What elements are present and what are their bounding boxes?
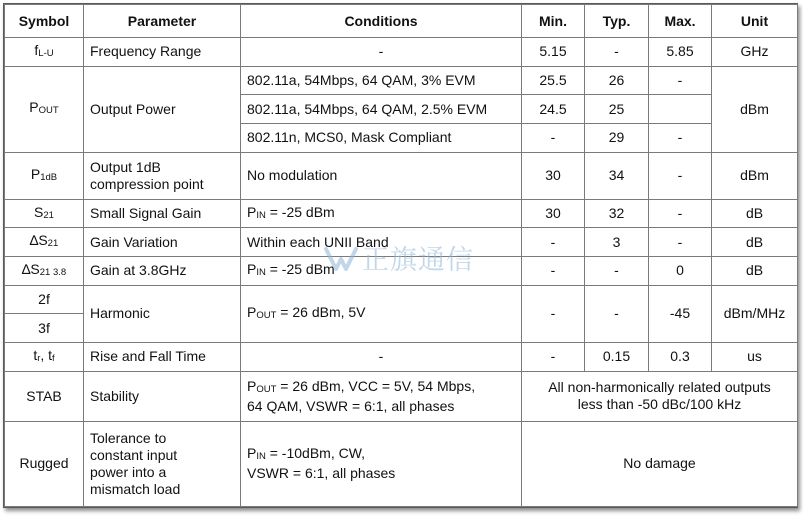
max-cell: 5.85 [649, 38, 712, 67]
table-row [5, 152, 798, 199]
unit-cell: dB [712, 228, 798, 257]
typ-cell: - [585, 257, 649, 286]
header-conditions: Conditions [241, 5, 522, 38]
min-cell: 25.5 [522, 66, 585, 95]
unit-cell: us [712, 343, 798, 372]
header-row [5, 5, 798, 38]
conditions-cell: No modulation [241, 152, 522, 199]
symbol-cell: P1dB [5, 152, 84, 199]
symbol-cell: POUT [5, 66, 84, 152]
parameter-cell: Rise and Fall Time [84, 343, 241, 372]
watermark-text: 正旗通信 [362, 245, 474, 276]
min-cell: - [522, 257, 585, 286]
header-symbol: Symbol [5, 5, 84, 38]
table-row [5, 38, 798, 67]
typ-cell: 26 [585, 66, 649, 95]
table-row [5, 66, 798, 95]
symbol-cell: 2f [5, 285, 84, 314]
min-cell: 24.5 [522, 95, 585, 124]
typ-cell: - [585, 38, 649, 67]
max-cell: - [649, 66, 712, 95]
max-cell [649, 95, 712, 124]
unit-cell: GHz [712, 38, 798, 67]
typ-cell: 34 [585, 152, 649, 199]
max-cell: 0 [649, 257, 712, 286]
result-cell: No damage [522, 421, 798, 506]
table-row [5, 421, 798, 506]
conditions-cell: 802.11n, MCS0, Mask Compliant [241, 124, 522, 153]
conditions-cell: - [241, 38, 522, 67]
symbol-cell: tr, tf [5, 343, 84, 372]
parameter-cell: Output 1dB compression point [84, 152, 241, 199]
table-row [5, 257, 798, 286]
parameter-cell: Stability [84, 371, 241, 421]
table-row [5, 371, 798, 421]
spec-table-frame [3, 3, 798, 508]
unit-cell: dBm/MHz [712, 285, 798, 342]
header-unit: Unit [712, 5, 798, 38]
symbol-cell: ∆S21 3.8 [5, 257, 84, 286]
max-cell: - [649, 228, 712, 257]
typ-cell: 29 [585, 124, 649, 153]
unit-cell: dB [712, 199, 798, 228]
min-cell: 5.15 [522, 38, 585, 67]
max-cell: - [649, 124, 712, 153]
result-cell: All non-harmonically related outputs less than -50 dBc/100 kHz [522, 371, 798, 421]
min-cell: 30 [522, 152, 585, 199]
symbol-cell: STAB [5, 371, 84, 421]
typ-cell: - [585, 285, 649, 342]
conditions-cell: POUT = 26 dBm, 5V [241, 285, 522, 342]
conditions-cell: POUT = 26 dBm, VCC = 5V, 54 Mbps, 64 QAM, VSWR = 6:1, all phases [241, 371, 522, 421]
typ-cell: 25 [585, 95, 649, 124]
table-row [5, 228, 798, 257]
unit-cell: dBm [712, 66, 798, 152]
header-max: Max. [649, 5, 712, 38]
header-typ: Typ. [585, 5, 649, 38]
min-cell: - [522, 285, 585, 342]
table-row [5, 343, 798, 372]
parameter-cell: Gain Variation [84, 228, 241, 257]
max-cell: -45 [649, 285, 712, 342]
typ-cell: 32 [585, 199, 649, 228]
conditions-cell: 802.11a, 54Mbps, 64 QAM, 3% EVM [241, 66, 522, 95]
parameter-cell: Gain at 3.8GHz [84, 257, 241, 286]
max-cell: - [649, 152, 712, 199]
conditions-cell: Within each UNII Band [241, 228, 522, 257]
table-row [5, 285, 798, 314]
typ-cell: 0.15 [585, 343, 649, 372]
min-cell: - [522, 228, 585, 257]
header-parameter: Parameter [84, 5, 241, 38]
symbol-cell: S21 [5, 199, 84, 228]
symbol-cell: fL-U [5, 38, 84, 67]
unit-cell: dBm [712, 152, 798, 199]
min-cell: - [522, 343, 585, 372]
max-cell: - [649, 199, 712, 228]
max-cell: 0.3 [649, 343, 712, 372]
symbol-cell: 3f [5, 314, 84, 343]
conditions-cell: - [241, 343, 522, 372]
conditions-cell: PIN = -10dBm, CW, VSWR = 6:1, all phases [241, 421, 522, 506]
conditions-cell: 802.11a, 54Mbps, 64 QAM, 2.5% EVM [241, 95, 522, 124]
parameter-cell: Frequency Range [84, 38, 241, 67]
table-row [5, 199, 798, 228]
min-cell: 30 [522, 199, 585, 228]
header-min: Min. [522, 5, 585, 38]
parameter-cell: Output Power [84, 66, 241, 152]
conditions-cell: PIN = -25 dBm [241, 257, 522, 286]
min-cell: - [522, 124, 585, 153]
unit-cell: dB [712, 257, 798, 286]
parameter-cell: Harmonic [84, 285, 241, 342]
conditions-cell: PIN = -25 dBm [241, 199, 522, 228]
typ-cell: 3 [585, 228, 649, 257]
parameter-cell: Tolerance to constant input power into a mismatch load [84, 421, 241, 506]
parameter-cell: Small Signal Gain [84, 199, 241, 228]
symbol-cell: Rugged [5, 421, 84, 506]
electrical-spec-table [4, 4, 798, 507]
symbol-cell: ∆S21 [5, 228, 84, 257]
